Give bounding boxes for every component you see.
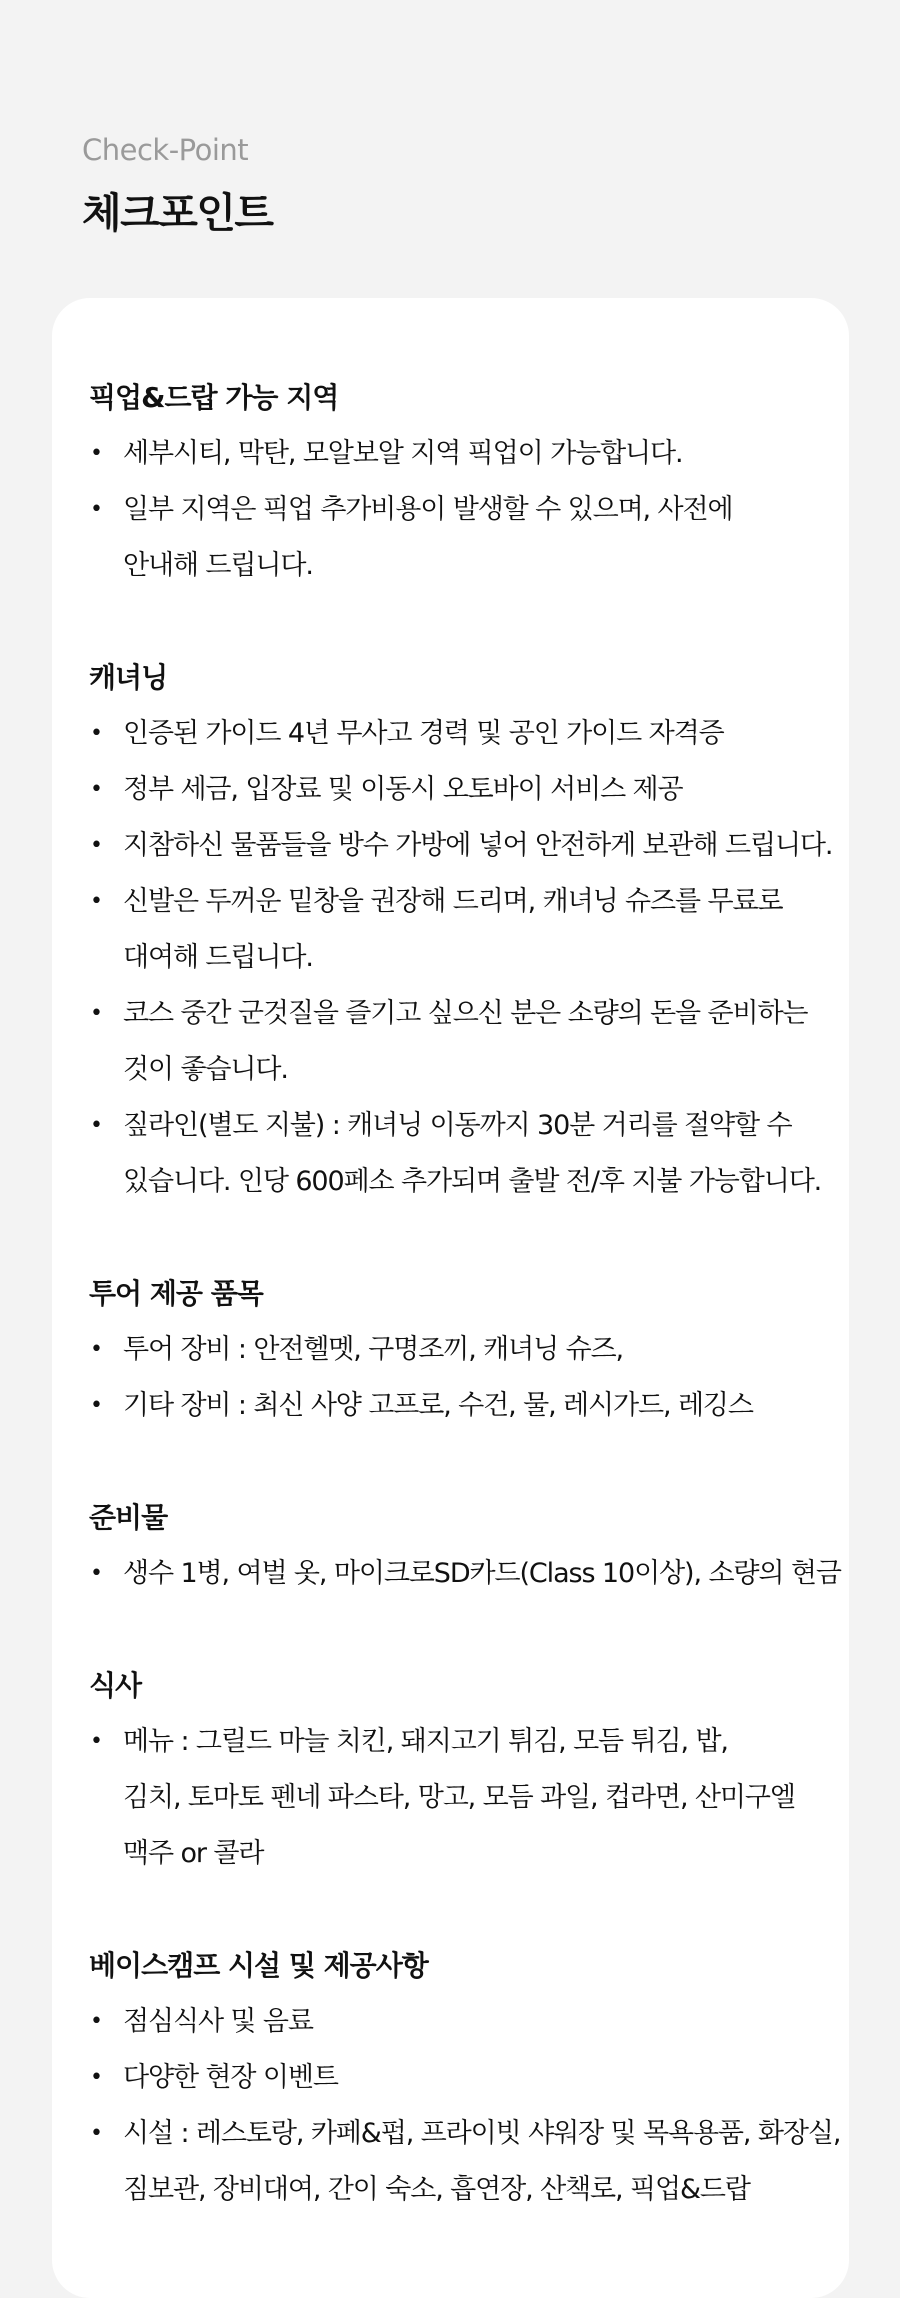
- bullet-item: • 신발은 두꺼운 밑창을 권장해 드리며, 캐녀닝 슈즈를 무료로 대여해 드립니다.: [89, 874, 849, 986]
- checkpoint-card: [52, 298, 849, 2298]
- bullet-list: [89, 1714, 849, 1882]
- section: [89, 1658, 849, 1882]
- page-title: 체크포인트: [82, 189, 273, 237]
- bullet-item: • 점심식사 및 음료: [89, 1994, 849, 2050]
- section-title: 투어 제공 품목: [89, 1277, 263, 1310]
- bullet-item: • 세부시티, 막탄, 모알보알 지역 픽업이 가능합니다.: [89, 426, 849, 482]
- bullet-item: • 기타 장비 : 최신 사양 고프로, 수건, 물, 레시가드, 레깅스: [89, 1378, 849, 1434]
- bullet-list: [89, 706, 849, 1210]
- bullet-item: • 인증된 가이드 4년 무사고 경력 및 공인 가이드 자격증: [89, 706, 849, 762]
- section: [89, 370, 849, 594]
- section-title: 캐녀닝: [89, 661, 168, 694]
- section-title: 준비물: [89, 1501, 168, 1534]
- page-eyebrow: Check-Point: [82, 133, 249, 167]
- bullet-item: • 다양한 현장 이벤트: [89, 2050, 849, 2106]
- section-title: 식사: [89, 1669, 142, 1702]
- bullet-item: • 메뉴 : 그릴드 마늘 치킨, 돼지고기 튀김, 모듬 튀김, 밥, 김치, 토마토 펜네 파스타, 망고, 모듬 과일, 컵라면, 산미구엘 맥주 or 콜라: [89, 1714, 849, 1882]
- bullet-item: • 정부 세금, 입장료 및 이동시 오토바이 서비스 제공: [89, 762, 849, 818]
- section: [89, 650, 849, 1210]
- section: [89, 1266, 849, 1434]
- bullet-list: [89, 1994, 849, 2218]
- bullet-list: [89, 1546, 849, 1602]
- bullet-item: • 생수 1병, 여벌 옷, 마이크로SD카드(Class 10이상), 소량의 현금: [89, 1546, 849, 1602]
- bullet-item: • 짚라인(별도 지불) : 캐녀닝 이동까지 30분 거리를 절약할 수 있습니다. 인당 600페소 추가되며 출발 전/후 지불 가능합니다.: [89, 1098, 849, 1210]
- section-title: 베이스캠프 시설 및 제공사항: [89, 1949, 428, 1982]
- bullet-item: • 코스 중간 군것질을 즐기고 싶으신 분은 소량의 돈을 준비하는 것이 좋습니다.: [89, 986, 849, 1098]
- bullet-list: [89, 426, 849, 594]
- bullet-item: • 지참하신 물품들을 방수 가방에 넣어 안전하게 보관해 드립니다.: [89, 818, 849, 874]
- bullet-list: [89, 1322, 849, 1434]
- bullet-item: • 투어 장비 : 안전헬멧, 구명조끼, 캐녀닝 슈즈,: [89, 1322, 849, 1378]
- section: [89, 1938, 849, 2218]
- bullet-item: • 시설 : 레스토랑, 카페&펍, 프라이빗 샤워장 및 목욕용품, 화장실, 짐보관, 장비대여, 간이 숙소, 흡연장, 산책로, 픽업&드랍: [89, 2106, 849, 2218]
- page-header: [82, 130, 273, 238]
- section: [89, 1490, 849, 1602]
- bullet-item: • 일부 지역은 픽업 추가비용이 발생할 수 있으며, 사전에 안내해 드립니다.: [89, 482, 849, 594]
- checkpoint-content: [89, 370, 849, 2274]
- section-title: 픽업&드랍 가능 지역: [89, 381, 339, 414]
